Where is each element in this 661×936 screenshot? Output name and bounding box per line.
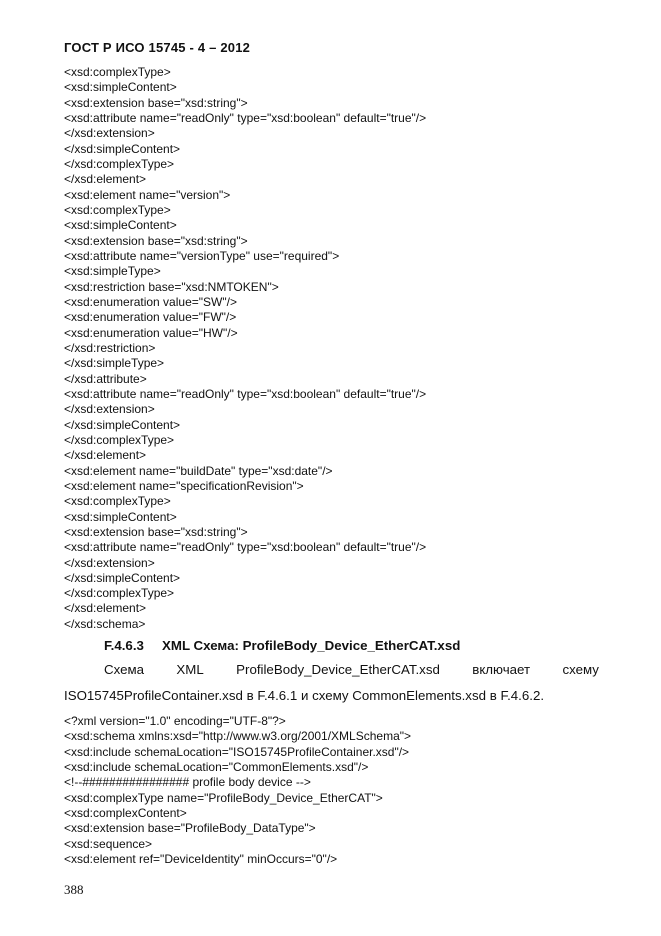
code-line: <xsd:element ref="DeviceIdentity" minOccurs="0"/> (64, 851, 338, 866)
paragraph-word: XML (176, 662, 204, 677)
code-line: </xsd:element> (64, 601, 147, 616)
code-line: <xsd:element name="version"> (64, 187, 231, 202)
code-line: </xsd:simpleContent> (64, 570, 181, 585)
paragraph-word: схему (562, 662, 599, 677)
paragraph-word: включает (472, 662, 531, 677)
code-line: <xsd:schema xmlns:xsd="http://www.w3.org/2001/XMLSchema"> (64, 729, 412, 744)
code-line: </xsd:extension> (64, 555, 155, 570)
paragraph-line-2: ISO15745ProfileContainer.xsd в F.4.6.1 и схему CommonElements.xsd в F.4.6.2. (64, 688, 545, 703)
code-line: <xsd:simpleContent> (64, 218, 177, 233)
code-line: <xsd:enumeration value="HW"/> (64, 325, 238, 340)
code-line: <xsd:complexType> (64, 494, 171, 509)
paragraph-line-1 (104, 662, 599, 677)
code-line: <xsd:enumeration value="FW"/> (64, 310, 237, 325)
code-line: <xsd:element name="buildDate" type="xsd:date"/> (64, 463, 333, 478)
section-number: F.4.6.3 (104, 638, 144, 653)
code-line: </xsd:schema> (64, 616, 146, 631)
code-line: <xsd:extension base="xsd:string"> (64, 233, 248, 248)
code-line: <xsd:simpleContent> (64, 80, 177, 95)
code-line: <xsd:restriction base="xsd:NMTOKEN"> (64, 279, 279, 294)
section-title: XML Схема: ProfileBody_Device_EtherCAT.xsd (162, 638, 461, 653)
code-line: <xsd:attribute name="readOnly" type="xsd:boolean" default="true"/> (64, 540, 427, 555)
code-line: <xsd:attribute name="versionType" use="required"> (64, 248, 340, 263)
document-header: ГОСТ Р ИСО 15745 - 4 – 2012 (64, 40, 251, 55)
code-line: </xsd:extension> (64, 126, 155, 141)
page-number: 388 (64, 882, 84, 897)
code-line: <xsd:simpleType> (64, 264, 161, 279)
code-line: <xsd:extension base="ProfileBody_DataType"> (64, 821, 316, 836)
code-line: </xsd:extension> (64, 402, 155, 417)
code-block-1 (64, 65, 426, 632)
code-line: </xsd:simpleContent> (64, 141, 181, 156)
code-line: <xsd:attribute name="readOnly" type="xsd:boolean" default="true"/> (64, 386, 427, 401)
paragraph-word: Схема (104, 662, 145, 677)
code-line: <xsd:sequence> (64, 836, 153, 851)
code-line: <xsd:complexType> (64, 65, 171, 79)
code-line: </xsd:restriction> (64, 340, 156, 355)
code-line: </xsd:complexType> (64, 156, 175, 171)
code-block-2 (64, 714, 411, 867)
code-line: </xsd:simpleContent> (64, 417, 181, 432)
code-line: <xsd:element name="specificationRevision"> (64, 478, 304, 493)
code-line: <xsd:simpleContent> (64, 509, 177, 524)
code-line: <xsd:attribute name="readOnly" type="xsd:boolean" default="true"/> (64, 110, 427, 125)
code-line: <xsd:extension base="xsd:string"> (64, 95, 248, 110)
code-line: </xsd:complexType> (64, 432, 175, 447)
code-line: <?xml version="1.0" encoding="UTF-8"?> (64, 714, 286, 728)
code-line: <xsd:include schemaLocation="CommonElements.xsd"/> (64, 759, 369, 774)
code-line: <xsd:complexType> (64, 202, 171, 217)
code-line: </xsd:element> (64, 448, 147, 463)
section-heading (104, 638, 460, 653)
code-line: </xsd:simpleType> (64, 356, 165, 371)
code-line: <xsd:complexType name="ProfileBody_Device_EtherCAT"> (64, 790, 383, 805)
code-line: <xsd:complexContent> (64, 805, 187, 820)
code-line: <xsd:enumeration value="SW"/> (64, 294, 237, 309)
code-line: </xsd:attribute> (64, 371, 147, 386)
code-line: <xsd:extension base="xsd:string"> (64, 524, 248, 539)
code-line: <!--################ profile body device --> (64, 775, 311, 790)
code-line: </xsd:complexType> (64, 586, 175, 601)
code-line: <xsd:include schemaLocation="ISO15745ProfileContainer.xsd"/> (64, 744, 410, 759)
paragraph-word: ProfileBody_Device_EtherCAT.xsd (236, 662, 440, 677)
code-line: </xsd:element> (64, 172, 147, 187)
